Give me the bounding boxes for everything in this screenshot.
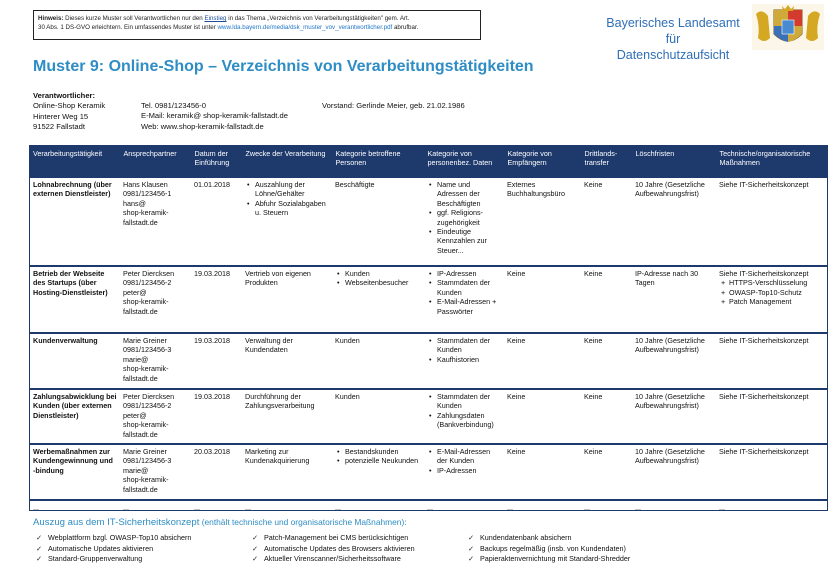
measures-item: + OWASP-Top10-Schutz <box>719 288 824 297</box>
data-item: • Zahlungsdaten (Bankverbindung) <box>427 411 501 430</box>
responsible-street: Hinterer Weg 15 <box>33 111 89 121</box>
persons-item: • potenzielle Neukunden <box>335 456 421 465</box>
contact-line: shop-keramik- <box>123 475 169 485</box>
check-item: ✓ Aktueller Virenscanner/Sicherheitssoftware <box>252 554 415 565</box>
persons-cell: Kunden <box>332 333 424 389</box>
contact-line: marie@ <box>123 354 149 364</box>
contact-cell <box>120 266 191 333</box>
data-item: • ggf. Religions-zugehörigkeit <box>427 208 501 227</box>
purpose-cell: Vertrieb von eigenen Produkten <box>242 266 332 333</box>
activity-cell: Betrieb der Webseite des Startups (über Hosting-Dienstleister) <box>30 266 120 333</box>
notice-text-3: 30 Abs. 1 DS-GVO erleichtern. Ein umfassendes Muster ist unter <box>38 24 218 31</box>
date-cell: 01.01.2018 <box>191 178 242 266</box>
activity-cell: Lohnabrechnung (über externen Dienstleister) <box>30 178 120 266</box>
data-item: • Kaufhistorien <box>427 355 501 364</box>
header-cell: Kategorie von personenbez. Daten <box>424 146 504 178</box>
header-cell: Datum der Einführung <box>191 146 242 178</box>
contact-line: 0981/123456-2 <box>123 278 172 288</box>
table-row <box>30 333 827 389</box>
measures-cell: Siehe IT-Sicherheitskonzept <box>716 178 827 266</box>
table-row <box>30 178 827 266</box>
check-item: ✓ Standard-Gruppenverwaltung <box>36 554 191 565</box>
persons-cell <box>332 266 424 333</box>
notice-underlined: Einstieg <box>204 15 227 22</box>
deletion-cell: 10 Jahre (Gesetzliche Aufbewahrungsfrist) <box>632 333 716 389</box>
header-cell: Löschfristen <box>632 146 716 178</box>
transfer-cell: Keine <box>581 178 632 266</box>
security-list-col-2 <box>252 533 415 565</box>
notice-link[interactable]: www.lda.bayern.de/media/dsk_muster_vov_verantwortlicher.pdf <box>217 24 393 31</box>
contact-line: fallstadt.de <box>123 373 158 383</box>
check-item: ✓ Papieraktenvernichtung mit Standard-Shredder <box>468 554 630 565</box>
data-item: • Stammdaten der Kunden <box>427 336 501 355</box>
contact-line: shop-keramik- <box>123 364 169 374</box>
contact-line: 0981/123456-3 <box>123 456 172 466</box>
transfer-cell: Keine <box>581 333 632 389</box>
recipients-cell: Keine <box>504 266 581 333</box>
data-item: • Eindeutige Kennzahlen zur Steuer... <box>427 227 501 255</box>
check-item: ✓ Kundendatenbank absichern <box>468 533 630 544</box>
ellipsis-cell: ... <box>33 503 39 512</box>
notice-label: Hinweis: <box>38 15 64 22</box>
header-cell: Kategorie betroffene Personen <box>332 146 424 178</box>
page-title: Muster 9: Online-Shop – Verzeichnis von Verarbeitungstätigkeiten <box>33 58 534 75</box>
activity-cell: Kundenverwaltung <box>30 333 120 389</box>
purpose-item: • Abfuhr Sozialabgaben u. Steuern <box>245 199 329 218</box>
ellipsis-cell: ... <box>335 503 341 512</box>
authority-name <box>600 15 746 63</box>
data-cell <box>424 444 504 500</box>
data-item: • E-Mail-Adressen der Kunden <box>427 447 501 466</box>
responsible-tel: Tel. 0981/123456-0 <box>141 101 207 110</box>
contact-line: fallstadt.de <box>123 484 158 494</box>
contact-line: marie@ <box>123 465 149 475</box>
contact-line: 0981/123456-1 <box>123 189 172 199</box>
purpose-cell <box>242 178 332 266</box>
data-item: • IP-Adressen <box>427 466 501 475</box>
purpose-cell: Marketing zur Kundenakquirierung <box>242 444 332 500</box>
ellipsis-cell: ... <box>584 503 590 512</box>
ellipsis-cell: ... <box>635 503 641 512</box>
recipients-cell: Keine <box>504 333 581 389</box>
data-item: • Stammdaten der Kunden <box>427 392 501 411</box>
measures-cell: Siehe IT-Sicherheitskonzept <box>716 444 827 500</box>
deletion-cell: 10 Jahre (Gesetzliche Aufbewahrungsfrist) <box>632 389 716 444</box>
responsible-contact <box>141 101 288 132</box>
notice-text-1: Dieses kurze Muster soll Verantwortlichen nur den <box>63 15 205 22</box>
security-list-col-3 <box>468 533 630 565</box>
contact-line: 0981/123456-3 <box>123 345 172 355</box>
authority-line-1: Bayerisches Landesamt für <box>606 16 740 46</box>
deletion-cell: IP-Adresse nach 30 Tagen <box>632 266 716 333</box>
responsible-email: E-Mail: keramik@ shop-keramik-fallstadt.de <box>141 111 288 121</box>
check-item: ✓ Patch-Management bei CMS berücksichtigen <box>252 533 415 544</box>
contact-cell <box>120 333 191 389</box>
check-item: ✓ Automatische Updates aktivieren <box>36 544 191 555</box>
responsible-board: Vorstand: Gerlinde Meier, geb. 21.02.1986 <box>322 101 465 110</box>
data-item: • E-Mail-Adressen + Passwörter <box>427 297 501 316</box>
persons-cell: Beschäftigte <box>332 178 424 266</box>
header-cell: Kategorie von Empfängern <box>504 146 581 178</box>
measures-cell <box>716 266 827 333</box>
persons-cell <box>332 444 424 500</box>
data-item: • Name und Adressen der Beschäftigten <box>427 180 501 208</box>
contact-line: 0981/123456-2 <box>123 401 172 411</box>
transfer-cell: Keine <box>581 444 632 500</box>
transfer-cell: Keine <box>581 389 632 444</box>
purpose-item: • Auszahlung der Löhne/Gehälter <box>245 180 329 199</box>
header-cell: Verarbeitungstätigkeit <box>30 146 120 178</box>
data-cell <box>424 333 504 389</box>
deletion-cell: 10 Jahre (Gesetzliche Aufbewahrungsfrist) <box>632 444 716 500</box>
contact-line: Hans Klausen <box>123 180 168 189</box>
header-cell: Drittlands-transfer <box>581 146 632 178</box>
recipients-cell: Keine <box>504 389 581 444</box>
contact-line: Marie Greiner <box>123 336 167 345</box>
date-cell: 19.03.2018 <box>191 333 242 389</box>
security-title: Auszug aus dem IT-Sicherheitskonzept <box>33 517 200 528</box>
recipients-cell: Externes Buchhaltungsbüro <box>504 178 581 266</box>
date-cell: 20.03.2018 <box>191 444 242 500</box>
ellipsis-cell: ... <box>123 503 129 512</box>
measures-item: + Patch Management <box>719 297 824 306</box>
activity-cell: Werbemaßnahmen zur Kundengewinnung und -bindung <box>30 444 120 500</box>
security-section-title <box>33 517 407 528</box>
header-cell: Ansprechpartner <box>120 146 191 178</box>
data-item: • IP-Adressen <box>427 269 501 278</box>
contact-line: hans@ <box>123 198 146 208</box>
contact-line: shop-keramik- <box>123 420 169 430</box>
table-header-row <box>30 146 827 178</box>
persons-cell: Kunden <box>332 389 424 444</box>
contact-line: Peter Diercksen <box>123 392 175 401</box>
purpose-cell: Durchführung der Zahlungsverarbeitung <box>242 389 332 444</box>
bavarian-crest-icon <box>752 4 824 50</box>
contact-cell <box>120 178 191 266</box>
purpose-cell: Verwaltung der Kundendaten <box>242 333 332 389</box>
persons-item: • Webseitenbesucher <box>335 278 421 287</box>
responsible-label: Verantwortlicher: <box>33 91 96 100</box>
responsible-block <box>33 91 105 133</box>
contact-line: peter@ <box>123 410 147 420</box>
contact-line: Peter Diercksen <box>123 269 175 278</box>
persons-item: • Bestandskunden <box>335 447 421 456</box>
measures-cell: Siehe IT-Sicherheitskonzept <box>716 389 827 444</box>
date-cell: 19.03.2018 <box>191 266 242 333</box>
header-cell: Zwecke der Verarbeitung <box>242 146 332 178</box>
contact-line: fallstadt.de <box>123 429 158 439</box>
persons-item: • Kunden <box>335 269 421 278</box>
contact-line: Marie Greiner <box>123 447 167 456</box>
notice-text-2: in das Thema „Verzeichnis von Verarbeitungstätigkeiten" gem. Art. <box>226 15 410 22</box>
ellipsis-cell: ... <box>194 503 200 512</box>
table-row-ellipsis <box>30 500 827 514</box>
contact-line: fallstadt.de <box>123 306 158 316</box>
contact-line: fallstadt.de <box>123 217 158 227</box>
table-row <box>30 389 827 444</box>
activity-cell: Zahlungsabwicklung bei Kunden (über externen Dienstleister) <box>30 389 120 444</box>
transfer-cell: Keine <box>581 266 632 333</box>
measures-cell: Siehe IT-Sicherheitskonzept <box>716 333 827 389</box>
contact-line: shop-keramik- <box>123 297 169 307</box>
ellipsis-cell: ... <box>507 503 513 512</box>
deletion-cell: 10 Jahre (Gesetzliche Aufbewahrungsfrist) <box>632 178 716 266</box>
notice-box <box>33 10 481 40</box>
contact-cell <box>120 444 191 500</box>
check-item: ✓ Backups regelmäßig (insb. von Kundendaten) <box>468 544 630 555</box>
security-subtitle: (enthält technische und organisatorische Maßnahmen): <box>199 517 407 527</box>
ellipsis-cell: ... <box>245 503 251 512</box>
measures-main: Siehe IT-Sicherheitskonzept <box>719 269 809 278</box>
header-cell: Technische/organisatorische Maßnahmen <box>716 146 827 178</box>
data-cell <box>424 178 504 266</box>
measures-item: + HTTPS-Verschlüsselung <box>719 278 824 287</box>
recipients-cell: Keine <box>504 444 581 500</box>
check-item: ✓ Webplattform bzgl. OWASP-Top10 absichern <box>36 533 191 544</box>
data-cell <box>424 389 504 444</box>
responsible-name: Online-Shop Keramik <box>33 101 106 111</box>
contact-line: peter@ <box>123 287 147 297</box>
date-cell: 19.03.2018 <box>191 389 242 444</box>
responsible-board-block <box>322 101 465 111</box>
table-row <box>30 444 827 500</box>
contact-line: shop-keramik- <box>123 208 169 218</box>
table-row <box>30 266 827 333</box>
security-list-col-1 <box>36 533 191 565</box>
contact-cell <box>120 389 191 444</box>
check-item: ✓ Automatische Updates des Browsers aktivieren <box>252 544 415 555</box>
ellipsis-cell: ... <box>719 503 725 512</box>
processing-table <box>30 146 828 514</box>
notice-text-4: abrufbar. <box>392 24 419 31</box>
data-cell <box>424 266 504 333</box>
responsible-web: Web: www.shop-keramik-fallstadt.de <box>141 121 264 131</box>
data-item: • Stammdaten der Kunden <box>427 278 501 297</box>
authority-line-2: Datenschutzaufsicht <box>616 48 730 62</box>
responsible-city: 91522 Fallstadt <box>33 122 85 132</box>
ellipsis-cell: ... <box>427 503 433 512</box>
